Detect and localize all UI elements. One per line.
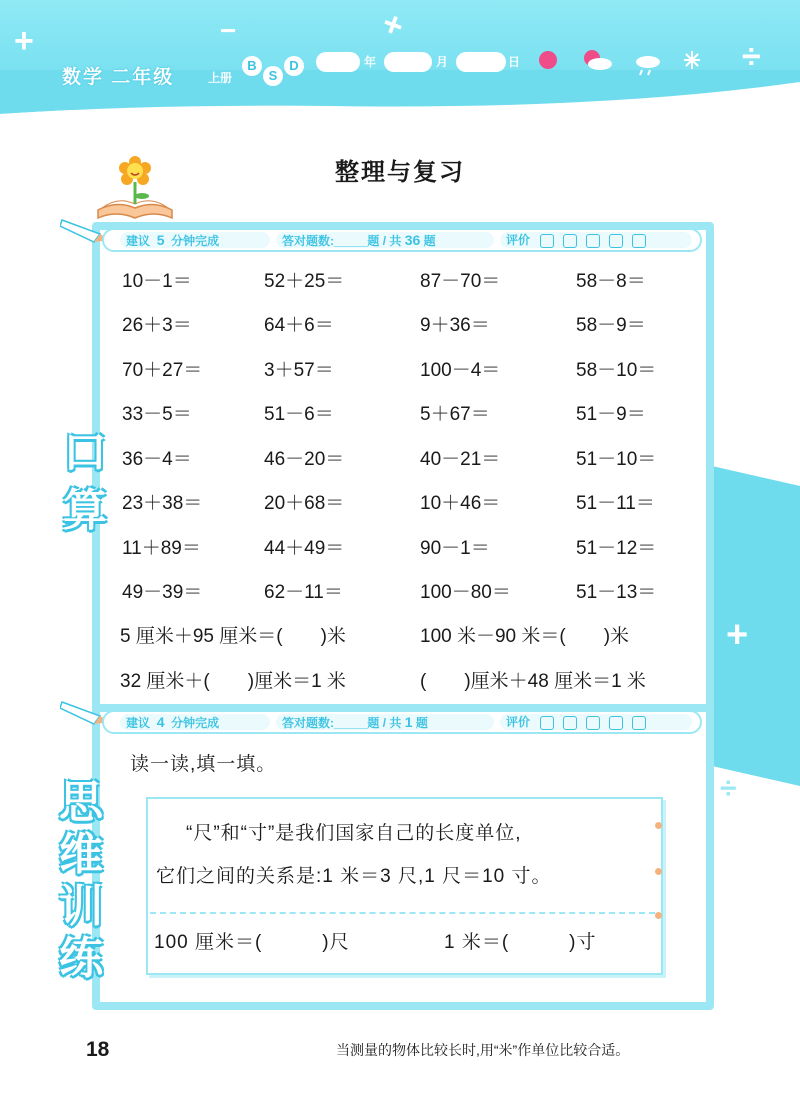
equation: 51－10＝	[576, 449, 657, 470]
equation: 9＋36＝	[420, 315, 490, 336]
equation: 58－9＝	[576, 315, 646, 336]
equation: 40－21＝	[420, 449, 501, 470]
equation: 46－20＝	[264, 449, 345, 470]
thumb-icon	[632, 234, 646, 248]
equation: 51－11＝	[576, 493, 655, 514]
card-ring-icon	[655, 912, 662, 919]
equation: 20＋68＝	[264, 493, 345, 514]
equation: 33－5＝	[122, 404, 192, 425]
equation: 100－4＝	[420, 360, 501, 381]
card-ring-icon	[655, 822, 662, 829]
plus-decoration-icon: +	[726, 614, 749, 656]
card-text-line: 它们之间的关系是:1 米＝3 尺,1 尺＝10 寸。	[156, 866, 552, 887]
page-title: 整理与复习	[335, 159, 465, 186]
thumb-icon	[563, 716, 577, 730]
card-ring-icon	[655, 868, 662, 875]
equation: 52＋25＝	[264, 271, 345, 292]
side-title-char: 口	[63, 428, 107, 477]
equation: 5＋67＝	[420, 404, 490, 425]
thumb-icon	[609, 234, 623, 248]
unit-equation: 32 厘米＋( )厘米＝1 米	[120, 671, 346, 692]
thumb-icon	[540, 234, 554, 248]
side-title-char: 训	[59, 882, 103, 931]
card-text-line: “尺”和“寸”是我们国家自己的长度单位,	[186, 823, 522, 844]
unit-equation: ( )厘米＋48 厘米＝1 米	[420, 671, 646, 692]
side-title-char: 思	[59, 778, 103, 827]
question-feet: 100 厘米＝( )尺	[154, 932, 350, 953]
rain-icon	[636, 56, 660, 68]
thumb-icon	[586, 234, 600, 248]
equation: 10＋46＝	[420, 493, 501, 514]
equation: 23＋38＝	[122, 493, 203, 514]
time-suggestion: 建议 5 分钟完成	[120, 232, 270, 248]
thumb-icon	[586, 716, 600, 730]
unit-equation: 5 厘米＋95 厘米＝( )米	[120, 626, 346, 647]
equation: 58－8＝	[576, 271, 646, 292]
equation: 44＋49＝	[264, 538, 345, 559]
footer-note: 当测量的物体比较长时,用“米”作单位比较合适。	[336, 1042, 630, 1058]
year-field[interactable]	[316, 52, 360, 72]
thumb-icon	[540, 716, 554, 730]
plus-decoration-icon: +	[377, 3, 409, 47]
equation: 87－70＝	[420, 271, 501, 292]
thumb-icon	[609, 716, 623, 730]
equation: 26＋3＝	[122, 315, 192, 336]
instruction-text: 读一读,填一填。	[130, 754, 277, 775]
thumb-icon	[632, 716, 646, 730]
equation: 62－11＝	[264, 582, 343, 603]
side-title-char: 练	[59, 934, 103, 983]
snow-icon	[684, 51, 700, 69]
minus-decoration-icon: −	[220, 15, 237, 46]
year-label: 年	[364, 55, 377, 69]
equation: 58－10＝	[576, 360, 657, 381]
equation: 51－13＝	[576, 582, 657, 603]
score-count: 答对题数:_____题 / 共 36 题	[276, 232, 494, 248]
equation: 51－6＝	[264, 404, 334, 425]
edition-letter: D	[284, 56, 304, 76]
edition-letter: S	[263, 66, 283, 86]
equation: 51－12＝	[576, 538, 657, 559]
divide-decoration-icon: ÷	[742, 38, 761, 76]
day-field[interactable]	[456, 52, 506, 72]
subject-grade-title: 数学 二年级	[62, 67, 175, 88]
edition-letter: B	[242, 56, 262, 76]
plus-decoration-icon: +	[14, 22, 34, 60]
equation: 11＋89＝	[122, 538, 201, 559]
volume-label: 上册	[208, 71, 233, 85]
equation: 51－9＝	[576, 404, 646, 425]
thumb-icon	[563, 234, 577, 248]
oral-info-strip	[102, 228, 702, 252]
equation: 100－80＝	[420, 582, 511, 603]
equation: 64＋6＝	[264, 315, 334, 336]
thinking-info-strip	[102, 710, 702, 734]
equation: 36－4＝	[122, 449, 192, 470]
unit-equation: 100 米－90 米＝( )米	[420, 626, 630, 647]
evaluation-rating[interactable]: 评价	[500, 714, 692, 730]
side-title-char: 算	[63, 486, 107, 535]
divide-decoration-icon: ÷	[720, 772, 737, 805]
page-number: 18	[86, 1038, 110, 1061]
equation: 49－39＝	[122, 582, 203, 603]
sunny-icon	[539, 51, 557, 69]
equation: 70＋27＝	[122, 360, 203, 381]
equation: 90－1＝	[420, 538, 490, 559]
equation: 10－1＝	[122, 271, 192, 292]
score-count: 答对题数:_____题 / 共 1 题	[276, 714, 494, 730]
weather-icons[interactable]	[536, 46, 706, 76]
month-field[interactable]	[384, 52, 432, 72]
month-label: 月	[436, 55, 449, 69]
time-suggestion: 建议 4 分钟完成	[120, 714, 270, 730]
day-label: 日	[508, 55, 521, 69]
evaluation-rating[interactable]: 评价	[500, 232, 692, 248]
side-title-char: 维	[59, 830, 103, 879]
equation: 3＋57＝	[264, 360, 334, 381]
dashed-divider	[150, 912, 655, 914]
question-cun: 1 米＝( )寸	[444, 932, 597, 953]
